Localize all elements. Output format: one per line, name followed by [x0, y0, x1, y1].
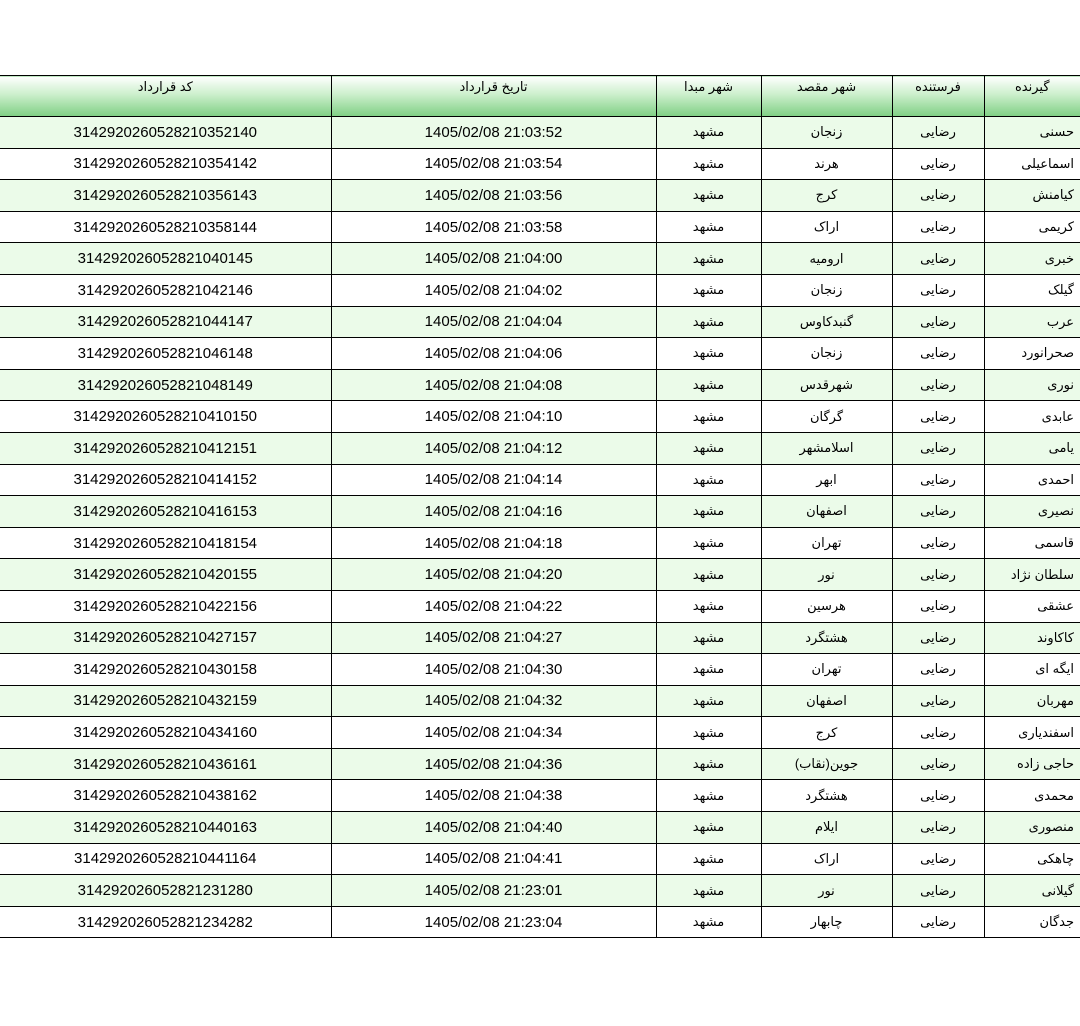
cell-contract-code: 3142920260528210418154: [0, 527, 331, 559]
cell-receiver: منصوری: [984, 812, 1080, 844]
cell-sender: رضایی: [892, 590, 984, 622]
cell-receiver: عابدی: [984, 401, 1080, 433]
cell-origin-city: مشهد: [656, 748, 761, 780]
cell-contract-date: 1405/02/08 21:04:12: [331, 432, 656, 464]
cell-sender: رضایی: [892, 685, 984, 717]
cell-receiver: چاهکی: [984, 843, 1080, 875]
cell-origin-city: مشهد: [656, 148, 761, 180]
cell-destination-city: نور: [761, 559, 892, 591]
cell-receiver: خبری: [984, 243, 1080, 275]
cell-origin-city: مشهد: [656, 338, 761, 370]
cell-origin-city: مشهد: [656, 780, 761, 812]
cell-origin-city: مشهد: [656, 875, 761, 907]
cell-destination-city: ارومیه: [761, 243, 892, 275]
cell-contract-code: 3142920260528210438162: [0, 780, 331, 812]
cell-receiver: احمدی: [984, 464, 1080, 496]
cell-destination-city: تهران: [761, 654, 892, 686]
cell-origin-city: مشهد: [656, 590, 761, 622]
cell-contract-date: 1405/02/08 21:04:41: [331, 843, 656, 875]
cell-destination-city: اصفهان: [761, 685, 892, 717]
table-row: [0, 654, 1080, 686]
cell-contract-code: 314292026052821040145: [0, 243, 331, 275]
header-contract-date: تاریخ قرارداد: [331, 76, 656, 117]
cell-origin-city: مشهد: [656, 464, 761, 496]
cell-origin-city: مشهد: [656, 243, 761, 275]
cell-contract-date: 1405/02/08 21:04:30: [331, 654, 656, 686]
cell-receiver: گیلک: [984, 274, 1080, 306]
cell-origin-city: مشهد: [656, 117, 761, 149]
table-row: [0, 338, 1080, 370]
cell-destination-city: گنبدکاوس: [761, 306, 892, 338]
cell-origin-city: مشهد: [656, 211, 761, 243]
cell-contract-code: 314292026052821234282: [0, 906, 331, 938]
cell-contract-date: 1405/02/08 21:04:32: [331, 685, 656, 717]
cell-sender: رضایی: [892, 717, 984, 749]
cell-receiver: اسفندیاری: [984, 717, 1080, 749]
cell-contract-date: 1405/02/08 21:04:04: [331, 306, 656, 338]
cell-destination-city: هشتگرد: [761, 780, 892, 812]
cell-sender: رضایی: [892, 464, 984, 496]
cell-contract-code: 3142920260528210416153: [0, 496, 331, 528]
cell-contract-date: 1405/02/08 21:04:10: [331, 401, 656, 433]
cell-destination-city: هرسین: [761, 590, 892, 622]
header-destination-city: شهر مقصد: [761, 76, 892, 117]
cell-origin-city: مشهد: [656, 527, 761, 559]
cell-origin-city: مشهد: [656, 496, 761, 528]
cell-destination-city: اراک: [761, 843, 892, 875]
cell-contract-date: 1405/02/08 21:04:40: [331, 812, 656, 844]
cell-sender: رضایی: [892, 401, 984, 433]
cell-sender: رضایی: [892, 117, 984, 149]
cell-sender: رضایی: [892, 369, 984, 401]
cell-origin-city: مشهد: [656, 622, 761, 654]
cell-sender: رضایی: [892, 748, 984, 780]
cell-contract-code: 314292026052821042146: [0, 274, 331, 306]
cell-contract-date: 1405/02/08 21:04:08: [331, 369, 656, 401]
cell-contract-date: 1405/02/08 21:03:58: [331, 211, 656, 243]
cell-destination-city: اسلامشهر: [761, 432, 892, 464]
cell-destination-city: تهران: [761, 527, 892, 559]
cell-origin-city: مشهد: [656, 559, 761, 591]
cell-contract-date: 1405/02/08 21:23:04: [331, 906, 656, 938]
table-row: [0, 243, 1080, 275]
cell-receiver: حاجی زاده: [984, 748, 1080, 780]
cell-origin-city: مشهد: [656, 180, 761, 212]
table-row: [0, 306, 1080, 338]
table-row: [0, 685, 1080, 717]
table-row: [0, 780, 1080, 812]
cell-origin-city: مشهد: [656, 401, 761, 433]
table-header: [0, 76, 1080, 117]
table-row: [0, 622, 1080, 654]
header-contract-code: کد قرارداد: [0, 76, 331, 117]
cell-origin-city: مشهد: [656, 906, 761, 938]
cell-contract-date: 1405/02/08 21:03:52: [331, 117, 656, 149]
cell-sender: رضایی: [892, 875, 984, 907]
cell-contract-code: 314292026052821231280: [0, 875, 331, 907]
header-sender: فرستنده: [892, 76, 984, 117]
cell-contract-code: 3142920260528210356143: [0, 180, 331, 212]
cell-destination-city: زنجان: [761, 338, 892, 370]
cell-receiver: کاکاوند: [984, 622, 1080, 654]
cell-origin-city: مشهد: [656, 432, 761, 464]
cell-contract-code: 3142920260528210430158: [0, 654, 331, 686]
cell-receiver: یامی: [984, 432, 1080, 464]
cell-sender: رضایی: [892, 559, 984, 591]
cell-receiver: ایگه ای: [984, 654, 1080, 686]
header-row: [0, 76, 1080, 117]
cell-sender: رضایی: [892, 148, 984, 180]
table-row: [0, 875, 1080, 907]
cell-contract-code: 3142920260528210432159: [0, 685, 331, 717]
cell-receiver: کیامنش: [984, 180, 1080, 212]
cell-origin-city: مشهد: [656, 369, 761, 401]
cell-origin-city: مشهد: [656, 685, 761, 717]
cell-receiver: نصیری: [984, 496, 1080, 528]
table-row: [0, 117, 1080, 149]
cell-destination-city: اراک: [761, 211, 892, 243]
cell-contract-code: 3142920260528210434160: [0, 717, 331, 749]
cell-sender: رضایی: [892, 906, 984, 938]
cell-contract-code: 3142920260528210412151: [0, 432, 331, 464]
table-row: [0, 464, 1080, 496]
cell-contract-code: 3142920260528210427157: [0, 622, 331, 654]
cell-contract-code: 3142920260528210440163: [0, 812, 331, 844]
cell-contract-date: 1405/02/08 21:04:20: [331, 559, 656, 591]
cell-contract-date: 1405/02/08 21:04:34: [331, 717, 656, 749]
cell-contract-code: 3142920260528210436161: [0, 748, 331, 780]
cell-receiver: کریمی: [984, 211, 1080, 243]
cell-contract-date: 1405/02/08 21:03:56: [331, 180, 656, 212]
cell-origin-city: مشهد: [656, 306, 761, 338]
cell-contract-date: 1405/02/08 21:04:22: [331, 590, 656, 622]
table-row: [0, 590, 1080, 622]
cell-sender: رضایی: [892, 843, 984, 875]
cell-receiver: جدگان: [984, 906, 1080, 938]
cell-destination-city: ایلام: [761, 812, 892, 844]
cell-sender: رضایی: [892, 338, 984, 370]
cell-sender: رضایی: [892, 211, 984, 243]
cell-destination-city: هشتگرد: [761, 622, 892, 654]
cell-contract-code: 3142920260528210422156: [0, 590, 331, 622]
cell-sender: رضایی: [892, 496, 984, 528]
cell-sender: رضایی: [892, 306, 984, 338]
cell-receiver: محمدی: [984, 780, 1080, 812]
header-origin-city: شهر مبدا: [656, 76, 761, 117]
table-row: [0, 401, 1080, 433]
table-row: [0, 748, 1080, 780]
cell-destination-city: نور: [761, 875, 892, 907]
table-row: [0, 148, 1080, 180]
cell-contract-date: 1405/02/08 21:04:02: [331, 274, 656, 306]
cell-origin-city: مشهد: [656, 843, 761, 875]
table-row: [0, 274, 1080, 306]
cell-origin-city: مشهد: [656, 812, 761, 844]
cell-contract-code: 3142920260528210354142: [0, 148, 331, 180]
cell-contract-date: 1405/02/08 21:04:14: [331, 464, 656, 496]
table-row: [0, 369, 1080, 401]
cell-destination-city: گرگان: [761, 401, 892, 433]
cell-sender: رضایی: [892, 780, 984, 812]
cell-contract-date: 1405/02/08 21:04:36: [331, 748, 656, 780]
cell-contract-date: 1405/02/08 21:04:38: [331, 780, 656, 812]
cell-receiver: عرب: [984, 306, 1080, 338]
table-body: [0, 117, 1080, 938]
cell-sender: رضایی: [892, 180, 984, 212]
cell-destination-city: اصفهان: [761, 496, 892, 528]
cell-contract-code: 3142920260528210414152: [0, 464, 331, 496]
cell-contract-code: 314292026052821044147: [0, 306, 331, 338]
cell-sender: رضایی: [892, 243, 984, 275]
cell-receiver: اسماعیلی: [984, 148, 1080, 180]
cell-contract-date: 1405/02/08 21:04:16: [331, 496, 656, 528]
cell-receiver: حسنی: [984, 117, 1080, 149]
table-row: [0, 527, 1080, 559]
cell-destination-city: زنجان: [761, 274, 892, 306]
cell-contract-code: 31429202605282103521​40: [0, 117, 331, 149]
cell-contract-code: 3142920260528210410150: [0, 401, 331, 433]
cell-receiver: عشقی: [984, 590, 1080, 622]
cell-sender: رضایی: [892, 654, 984, 686]
cell-sender: رضایی: [892, 622, 984, 654]
cell-destination-city: چابهار: [761, 906, 892, 938]
table-row: [0, 906, 1080, 938]
cell-contract-date: 1405/02/08 21:04:27: [331, 622, 656, 654]
cell-receiver: سلطان نژاد: [984, 559, 1080, 591]
table-row: [0, 211, 1080, 243]
cell-sender: رضایی: [892, 812, 984, 844]
cell-destination-city: ابهر: [761, 464, 892, 496]
cell-destination-city: جوین(نقاب): [761, 748, 892, 780]
cell-contract-code: 314292026052821048149: [0, 369, 331, 401]
cell-destination-city: کرج: [761, 717, 892, 749]
cell-destination-city: هرند: [761, 148, 892, 180]
table-row: [0, 812, 1080, 844]
header-receiver: گیرنده: [984, 76, 1080, 117]
cell-contract-code: 3142920260528210420155: [0, 559, 331, 591]
cell-sender: رضایی: [892, 274, 984, 306]
table-row: [0, 559, 1080, 591]
cell-contract-date: 1405/02/08 21:23:01: [331, 875, 656, 907]
cell-sender: رضایی: [892, 527, 984, 559]
cell-destination-city: شهرقدس: [761, 369, 892, 401]
table-row: [0, 180, 1080, 212]
cell-origin-city: مشهد: [656, 717, 761, 749]
table-row: [0, 843, 1080, 875]
cell-contract-code: 3142920260528210358144: [0, 211, 331, 243]
table-row: [0, 717, 1080, 749]
table-row: [0, 432, 1080, 464]
cell-contract-date: 1405/02/08 21:03:54: [331, 148, 656, 180]
cell-contract-date: 1405/02/08 21:04:00: [331, 243, 656, 275]
cell-origin-city: مشهد: [656, 274, 761, 306]
cell-receiver: مهربان: [984, 685, 1080, 717]
cell-contract-date: 1405/02/08 21:04:06: [331, 338, 656, 370]
cell-sender: رضایی: [892, 432, 984, 464]
cell-receiver: نوری: [984, 369, 1080, 401]
contracts-table: [0, 75, 1080, 938]
cell-origin-city: مشهد: [656, 654, 761, 686]
cell-contract-code: 3142920260528210441164: [0, 843, 331, 875]
cell-destination-city: کرج: [761, 180, 892, 212]
cell-contract-code: 314292026052821046148: [0, 338, 331, 370]
table-row: [0, 496, 1080, 528]
cell-receiver: صحرانورد: [984, 338, 1080, 370]
cell-contract-date: 1405/02/08 21:04:18: [331, 527, 656, 559]
cell-receiver: گیلانی: [984, 875, 1080, 907]
cell-receiver: قاسمی: [984, 527, 1080, 559]
cell-destination-city: زنجان: [761, 117, 892, 149]
